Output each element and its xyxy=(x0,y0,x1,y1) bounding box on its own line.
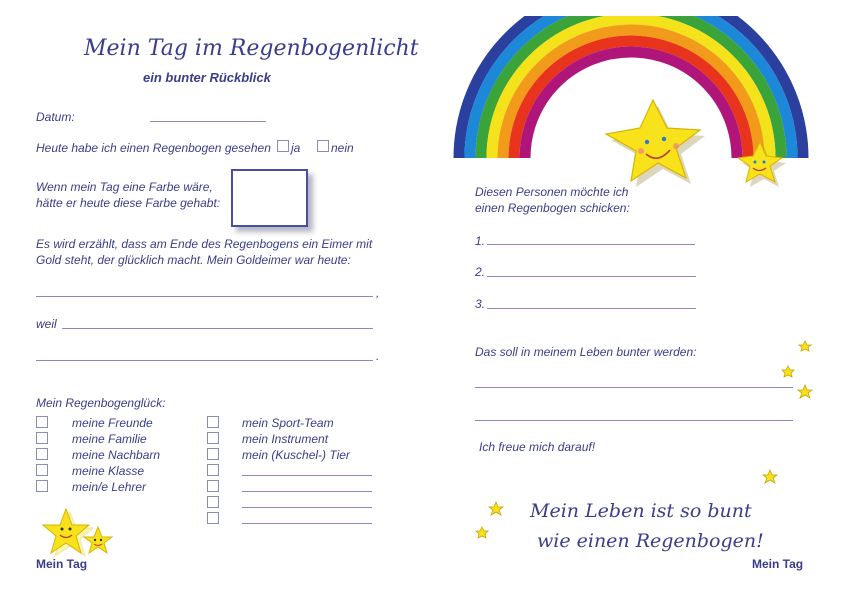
smiling-star-big xyxy=(606,100,705,187)
because-line-2[interactable] xyxy=(36,360,373,361)
yes-checkbox[interactable] xyxy=(277,140,289,152)
luck-checkbox[interactable] xyxy=(207,480,219,492)
luck-custom-line[interactable] xyxy=(242,475,372,476)
luck-option: mein/e Lehrer xyxy=(72,480,147,494)
rainbow-seen-label: Heute habe ich einen Regenbogen gesehen xyxy=(36,141,271,155)
looking-forward-text: Ich freue mich darauf! xyxy=(479,440,596,454)
colorful-label: Das soll in meinem Leben bunter werden: xyxy=(475,345,697,359)
luck-option: meine Klasse xyxy=(72,464,145,478)
luck-custom-line[interactable] xyxy=(242,523,372,524)
luck-checkbox[interactable] xyxy=(207,416,219,428)
person-number: 2. xyxy=(475,265,486,279)
person-number: 3. xyxy=(475,297,486,311)
person-line[interactable] xyxy=(487,308,696,309)
luck-checkbox[interactable] xyxy=(36,480,48,492)
luck-custom-line[interactable] xyxy=(242,507,372,508)
luck-checkbox[interactable] xyxy=(207,448,219,460)
closing-line1: Mein Leben ist so bunt xyxy=(530,500,752,522)
person-line[interactable] xyxy=(487,276,696,277)
luck-checkbox[interactable] xyxy=(207,432,219,444)
rainbow-illustration xyxy=(448,16,818,201)
person-line[interactable] xyxy=(487,244,695,245)
yes-label: ja xyxy=(291,141,301,155)
right-footer: Mein Tag xyxy=(752,557,804,571)
smiling-stars-small xyxy=(36,505,126,565)
luck-option: mein (Kuschel-) Tier xyxy=(242,448,350,462)
luck-option: meine Nachbarn xyxy=(72,448,161,462)
luck-checkbox[interactable] xyxy=(36,448,48,460)
luck-custom-line[interactable] xyxy=(242,491,372,492)
period-mark: . xyxy=(376,349,380,363)
luck-checkbox[interactable] xyxy=(36,432,48,444)
luck-heading: Mein Regenbogenglück: xyxy=(36,396,166,410)
luck-option: meine Familie xyxy=(72,432,147,446)
luck-checkbox[interactable] xyxy=(207,496,219,508)
page-title: Mein Tag im Regenbogenlicht xyxy=(84,36,419,61)
page-subtitle: ein bunter Rückblick xyxy=(143,70,271,85)
gold-text-line2: Gold steht, der glücklich macht. Mein Goldeimer war heute: xyxy=(36,253,351,267)
luck-option: mein Instrument xyxy=(242,432,329,446)
date-field[interactable] xyxy=(150,121,266,122)
luck-checkbox[interactable] xyxy=(207,464,219,476)
luck-option: mein Sport-Team xyxy=(242,416,334,430)
persons-text-line1: Diesen Personen möchte ich xyxy=(475,185,629,199)
because-label: weil xyxy=(36,317,57,331)
no-label: nein xyxy=(331,141,354,155)
date-label: Datum: xyxy=(36,110,75,124)
color-question-line2: hätte er heute diese Farbe gehabt: xyxy=(36,196,221,210)
color-box[interactable] xyxy=(231,169,308,227)
persons-text-line2: einen Regenbogen schicken: xyxy=(475,201,630,215)
luck-checkbox[interactable] xyxy=(36,416,48,428)
color-question-line1: Wenn mein Tag eine Farbe wäre, xyxy=(36,180,213,194)
luck-option: meine Freunde xyxy=(72,416,153,430)
gold-text-line1: Es wird erzählt, dass am Ende des Regenbogens ein Eimer mit xyxy=(36,237,373,251)
comma-mark: , xyxy=(376,286,380,300)
luck-checkbox[interactable] xyxy=(207,512,219,524)
gold-answer-line[interactable] xyxy=(36,296,373,297)
left-footer: Mein Tag xyxy=(36,557,88,571)
closing-line2: wie einen Regenbogen! xyxy=(537,530,764,552)
no-checkbox[interactable] xyxy=(317,140,329,152)
person-number: 1. xyxy=(475,234,486,248)
luck-checkbox[interactable] xyxy=(36,464,48,476)
because-line[interactable] xyxy=(62,328,373,329)
